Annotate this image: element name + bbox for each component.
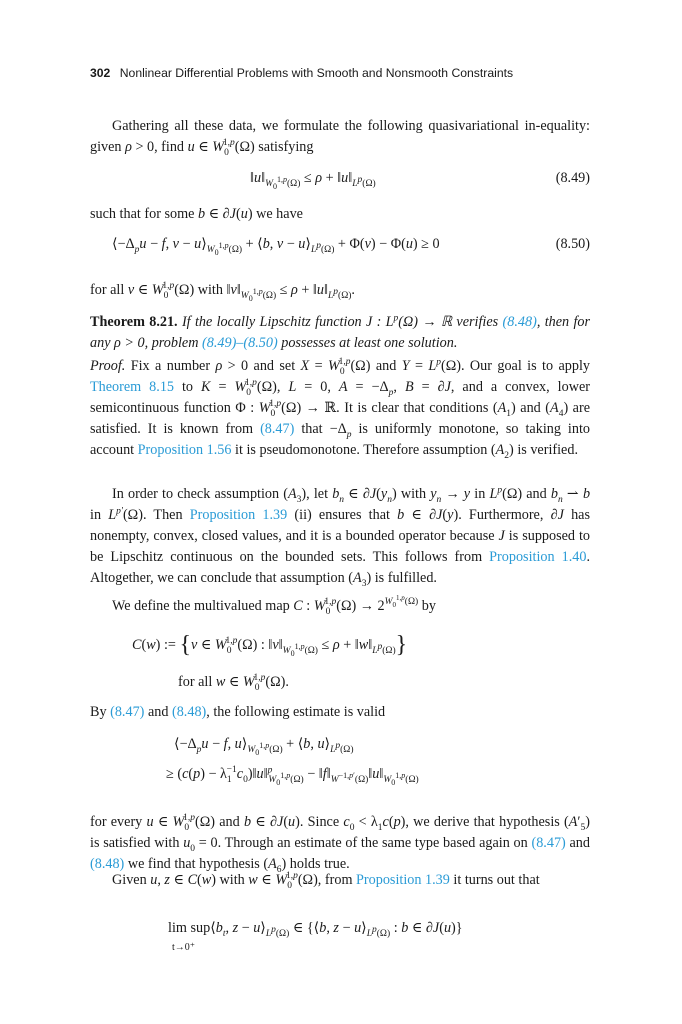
ref-8-47[interactable]: (8.47) [260,421,295,437]
paragraph-for-all: for all v ∈ $W_0^{1,p}(\Omega)$ with $‖v‖_{W_0^{1,p}(\Omega)} \le \rho$ + $‖u‖_{L^p(\Omega)}$. [90,281,355,303]
ref-proposition-1-40[interactable]: Proposition 1.40 [489,549,587,565]
ref-8-49-8-50[interactable]: (8.49)–(8.50) [202,335,278,351]
page-number: 302 [90,66,111,80]
paragraph-such-that: such that for some b ∈ ∂J(u) we have [90,206,303,222]
equation-C-def: C(w) := {v ∈ $W_0^{1,p}(\Omega)$ : $‖v‖_{W_0^{1,p}(\Omega)} \le \rho$ + $‖w‖_{L^p(\Omega)}$} [132,632,408,658]
proof-paragraph: Proof. Fix a number ρ > 0 and set $X = W_0^{1,p}(\Omega)$ and $Y = L^p(\Omega)$. Our goal is to apply Theorem 8.15 to $K = W_0^{1,p}(\Omega)$, L = 0, $A = -\Delta_p$, B = ∂J, and a convex, lower semicontinuous function Φ : $W_0^{1,p}(\Omega)$ → ℝ. It is clear that conditions $(A_1)$ and $(A_4)$ are satisfied. It is known from (8.47) that $-\Delta_p$ is uniformly monotone, so taking into account Proposition 1.56 it is pseudomonotone. Therefore assumption $(A_2)$ is verified. [90,357,590,461]
ref-8-48[interactable]: (8.48) [90,856,125,872]
paragraph-define-map: We define the multivalued map C : $W_0^{1,p}(\Omega) \to 2^{W_0^{1,p}(\Omega)}$ by [112,594,436,617]
equation-number: (8.49) [555,170,590,186]
paragraph-for-every: for every u ∈ $W_0^{1,p}(\Omega)$ and b ∈ ∂J(u). Since $c_0 < \lambda_1c(p)$, we derive that hypothesis $(A'_5)$ is satisfied with $u_0 = 0$. Through an estimate of the same type based again on (8.47) and (8.48) we find that hypothesis $(A_6)$ holds true. [90,813,591,875]
ref-theorem-8-15[interactable]: Theorem 8.15 [90,379,175,395]
limsup-subscript: t→0⁺ [172,942,196,953]
equation-8-50: $⟨-\Delta_pu - f$, $v - u⟩_{W_0^{1,p}(\Omega)}$ + ⟨b, $v - u⟩_{L^p(\Omega)} + \Phi(v) - \Phi(u) \ge 0$ [112,236,440,257]
paragraph-check-a3: In order to check assumption $(A_3)$, let $b_n$ ∈ $\partial J(y_n)$ with $y_n \to y$ in $L^p(\Omega)$ and $b_n$ ⇀ b in $L^{p'}(\Omega)$. Then Proposition 1.39 (ii) ensures that b ∈ ∂J(y). Furthermore, ∂J has nonempty, convex, closed values, and it is a bounded operator because J is supposed to be Lipschitz continuous on the bounded sets. This follows from Proposition 1.40. Altogether, we can conclude that assumption $(A_3)$ is fulfilled. [90,485,591,589]
ref-8-47[interactable]: (8.47) [531,835,566,851]
ref-proposition-1-39[interactable]: Proposition 1.39 [356,872,450,888]
ref-8-48[interactable]: (8.48) [171,704,207,720]
equation-limsup: $\lim sup⟨b_t$, $z - u⟩_{L^p(\Omega)}$ ∈ {⟨b, $z - u⟩_{L^p(\Omega)}$ : b ∈ ∂J(u)} [168,920,463,939]
equation-C-forall: for all w ∈ $W_0^{1,p}(\Omega)$. [178,673,289,693]
equation-estimate-line2: ≥ $(c(p) - \lambda_1^{-1}c_0)‖u‖^p_{W_0^{1,p}(\Omega)}$ − $‖f‖_{W^{-1,p'}(\Omega)}‖u‖_{W_0^{1,p}(\Omega)}$ [166,765,419,787]
theorem-label: Theorem 8.21. [90,314,178,330]
paragraph-estimate-intro: By (8.47) and (8.48), the following estimate is valid [90,704,386,720]
ref-proposition-1-39[interactable]: Proposition 1.39 [189,507,288,523]
equation-estimate-line1: $⟨-\Delta_pu - f$, $u⟩_{W_0^{1,p}(\Omega)}$ + ⟨b, $u⟩_{L^p(\Omega)}$ [174,736,354,757]
ref-8-47[interactable]: (8.47) [110,704,145,720]
paragraph-intro: Gathering all these data, we formulate the following quasivariational in-equality: given ρ > 0, find u ∈ $W_0^{1,p}(\Omega)$ satisfying [90,118,590,158]
limsup-operator: lim sup [168,920,211,936]
ref-8-48[interactable]: (8.48) [502,314,537,330]
theorem-8-21: Theorem 8.21. If the locally Lipschitz function J : $L^p(\Omega)$ → ℝ verifies (8.48), then for any ρ > 0, problem (8.49)–(8.50) possesses at least one solution. [90,313,591,351]
proof-label: Proof. [90,358,126,374]
running-title: Nonlinear Differential Problems with Smooth and Nonsmooth Constraints [119,66,514,80]
ref-proposition-1-56[interactable]: Proposition 1.56 [137,442,232,458]
paragraph-given: Given u, z ∈ C(w) with w ∈ $W_0^{1,p}(\Omega)$, from Proposition 1.39 it turns out that [112,871,540,891]
running-header [90,66,590,80]
equation-number: (8.50) [555,236,590,252]
equation-8-49: $‖u‖_{W_0^{1,p}(\Omega)} \le \rho$ + $‖u‖_{L^p(\Omega)}$ [250,170,376,191]
